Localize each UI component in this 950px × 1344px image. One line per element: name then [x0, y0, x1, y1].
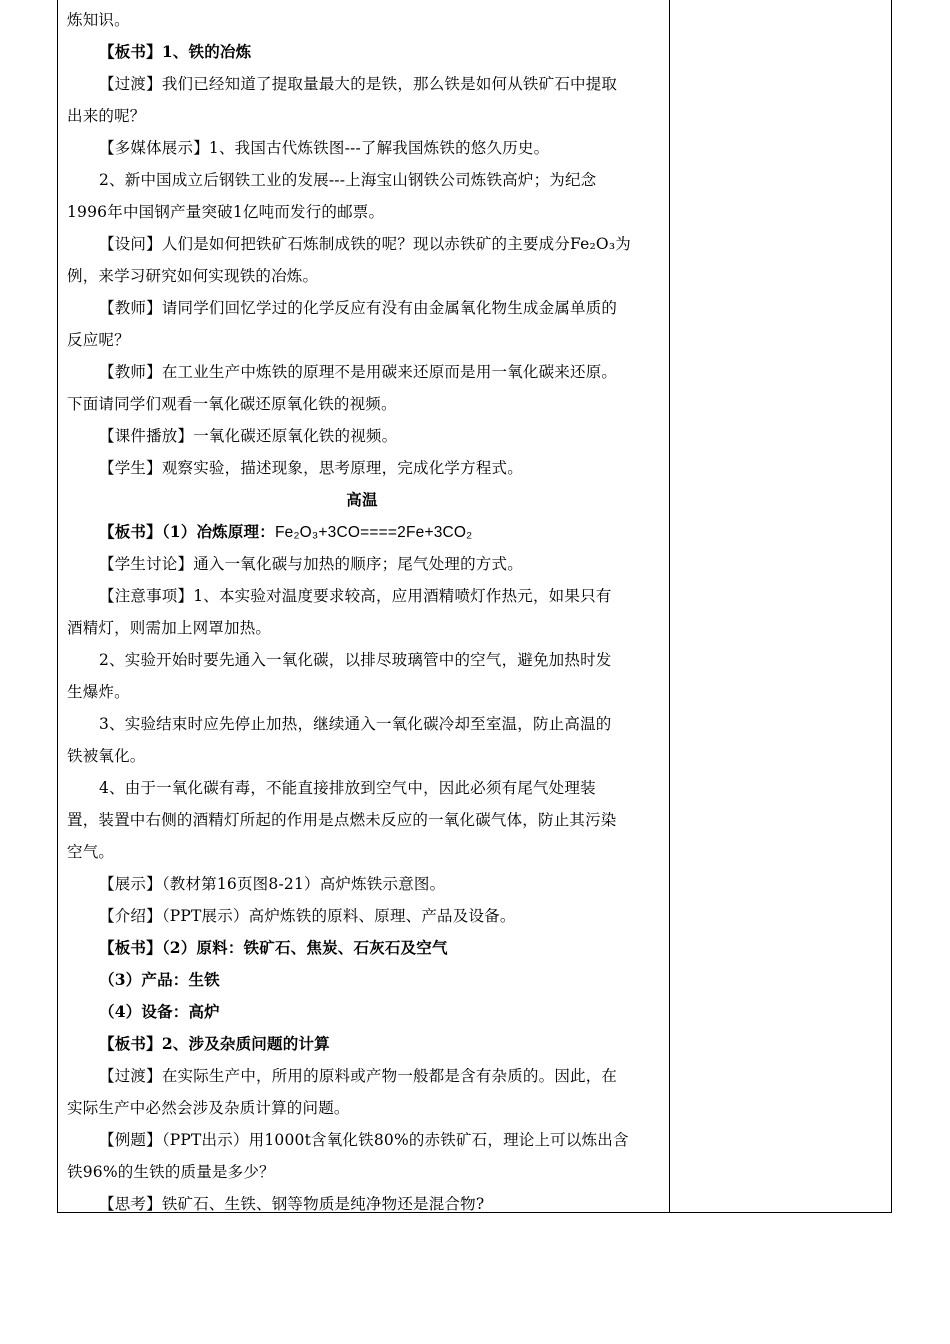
text-line: 【课件播放】一氧化碳还原氧化铁的视频。	[99, 427, 398, 445]
reaction-condition: 高温	[346, 490, 378, 509]
text-line: 【设问】人们是如何把铁矿石炼制成铁的呢？现以赤铁矿的主要成分Fe₂O₃为	[99, 235, 631, 253]
text-line: 铁被氧化。	[67, 747, 146, 765]
text-line: 例，来学习研究如何实现铁的冶炼。	[67, 267, 319, 285]
text-line: 铁96%的生铁的质量是多少？	[67, 1163, 275, 1181]
text-line: 【过渡】我们已经知道了提取量最大的是铁，那么铁是如何从铁矿石中提取	[99, 75, 618, 93]
text-line: 【学生】观察实验，描述现象，思考原理，完成化学方程式。	[99, 459, 523, 477]
text-line: 【思考】铁矿石、生铁、钢等物质是纯净物还是混合物?	[99, 1195, 485, 1213]
lesson-content-cell	[67, 4, 657, 1220]
text-line: 【教师】在工业生产中炼铁的原理不是用碳来还原而是用一氧化碳来还原。	[99, 363, 618, 381]
text-line: 【教师】请同学们回忆学过的化学反应有没有由金属氧化物生成金属单质的	[99, 299, 618, 317]
text-line: 出来的呢？	[67, 107, 146, 125]
heading-line: （3）产品：生铁	[99, 970, 220, 989]
text-line: 【多媒体展示】1、我国古代炼铁图---了解我国炼铁的悠久历史。	[99, 139, 550, 157]
text-line: 炼知识。	[67, 11, 130, 29]
text-line: 下面请同学们观看一氧化碳还原氧化铁的视频。	[67, 395, 397, 413]
text-line: 【展示】（教材第16页图8-21）高炉炼铁示意图。	[99, 875, 446, 893]
text-line: 置，装置中右侧的酒精灯所起的作用是点燃未反应的一氧化碳气体，防止其污染	[67, 811, 617, 829]
text-line: 2、实验开始时要先通入一氧化碳，以排尽玻璃管中的空气，避免加热时发	[99, 651, 612, 669]
text-line: 空气。	[67, 843, 115, 861]
heading-line: 【板书】1、铁的冶炼	[99, 42, 252, 61]
text-line: 酒精灯，则需加上网罩加热。	[67, 619, 272, 637]
heading-line: （4）设备：高炉	[99, 1002, 220, 1021]
heading-line: 【板书】2、涉及杂质问题的计算	[99, 1034, 330, 1053]
text-line: 【例题】（PPT出示）用1000t含氧化铁80%的赤铁矿石，理论上可以炼出含	[99, 1131, 629, 1149]
column-divider	[669, 0, 670, 1212]
text-line: 3、实验结束时应先停止加热，继续通入一氧化碳冷却至室温，防止高温的	[99, 715, 612, 733]
text-line: 【注意事项】1、本实验对温度要求较高，应用酒精喷灯作热元，如果只有	[99, 587, 612, 605]
formula: Fe₂O₃	[570, 235, 616, 253]
heading-line: 【板书】（2）原料：铁矿石、焦炭、石灰石及空气	[99, 938, 448, 957]
heading-line: 【板书】（1）冶炼原理：Fe₂O₃+3CO====2Fe+3CO₂	[99, 522, 473, 541]
text-line: 【介绍】（PPT展示）高炉炼铁的原料、原理、产品及设备。	[99, 907, 516, 925]
text-line: 实际生产中必然会涉及杂质计算的问题。	[67, 1099, 350, 1117]
text-line: 反应呢？	[67, 331, 130, 349]
text-line: 生爆炸。	[67, 683, 130, 701]
text-line: 1996年中国钢产量突破1亿吨而发行的邮票。	[67, 203, 385, 221]
text-line: 【过渡】在实际生产中，所用的原料或产物一般都是含有杂质的。因此，在	[99, 1067, 618, 1085]
text-line: 2、新中国成立后钢铁工业的发展---上海宝山钢铁公司炼铁高炉；为纪念	[99, 171, 597, 189]
text-line: 4、由于一氧化碳有毒，不能直接排放到空气中，因此必须有尾气处理装	[99, 779, 596, 797]
chemical-equation: Fe₂O₃+3CO====2Fe+3CO₂	[274, 524, 473, 541]
lesson-table	[57, 0, 892, 1213]
text-line: 【学生讨论】通入一氧化碳与加热的顺序；尾气处理的方式。	[99, 555, 523, 573]
